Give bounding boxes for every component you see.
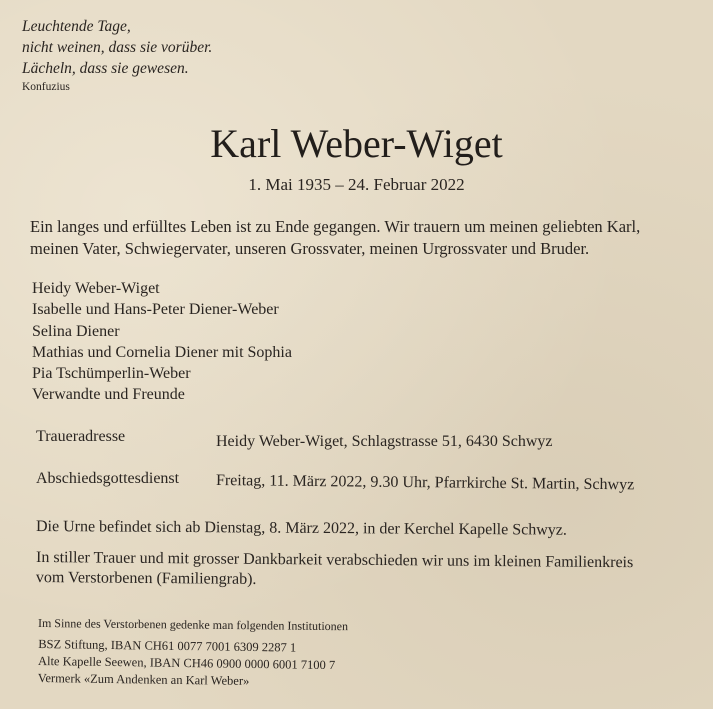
service-value: Freitag, 11. März 2022, 9.30 Uhr, Pfarrkirche St. Martin, Schwyz [215, 472, 635, 494]
epigraph-line: Lächeln, dass sie gewesen. [22, 60, 189, 77]
donation-intro: Im Sinne des Verstorbenen gedenke man folgenden Institutionen [37, 616, 349, 634]
donation-line: Vermerk «Zum Andenken an Karl Weber» [37, 670, 250, 688]
intro-text [30, 216, 640, 260]
epigraph [22, 16, 212, 79]
intro-line: meinen Vater, Schwiegervater, unseren Grossvater, meinen Urgrossvater und Bruder. [30, 239, 590, 258]
service-label: Abschiedsgottesdienst [36, 470, 180, 487]
epigraph-line: nicht weinen, dass sie vorüber. [22, 39, 213, 56]
donation-line: Alte Kapelle Seewen, IBAN CH46 0900 0000 6001 7100 7 [37, 654, 336, 673]
mourner: Heidy Weber-Wiget [32, 280, 160, 297]
mourner: Mathias und Cornelia Diener mit Sophia [32, 343, 292, 361]
closing-text [36, 548, 634, 593]
closing-line: vom Verstorbenen (Familiengrab). [35, 568, 257, 588]
deceased-name: Karl Weber-Wiget [210, 121, 503, 166]
life-dates: 1. Mai 1935 – 24. Februar 2022 [248, 175, 465, 194]
mourner: Selina Diener [32, 322, 120, 340]
mourner: Isabelle und Hans-Peter Diener-Weber [32, 301, 279, 319]
mourner: Verwandte und Freunde [32, 386, 185, 404]
mourner: Pia Tschümperlin-Weber [32, 365, 191, 383]
epigraph-line: Leuchtende Tage, [22, 18, 131, 35]
mourners-list [32, 278, 292, 406]
closing-line: In stiller Trauer und mit grosser Dankbarkeit verabschieden wir uns im kleinen Familienkreis [36, 549, 634, 572]
address-value: Heidy Weber-Wiget, Schlagstrasse 51, 6430 Schwyz [216, 433, 553, 450]
address-label: Traueradresse [36, 428, 126, 445]
intro-line: Ein langes und erfülltes Leben ist zu Ende gegangen. Wir trauern um meinen geliebten Karl, [30, 217, 641, 236]
urn-notice: Die Urne befindet sich ab Dienstag, 8. März 2022, in der Kerchel Kapelle Schwyz. [35, 518, 567, 539]
epigraph-author: Konfuzius [22, 81, 70, 93]
donation-line: BSZ Stiftung, IBAN CH61 0077 7001 6309 2287 1 [38, 637, 297, 655]
donation-list [38, 636, 336, 691]
